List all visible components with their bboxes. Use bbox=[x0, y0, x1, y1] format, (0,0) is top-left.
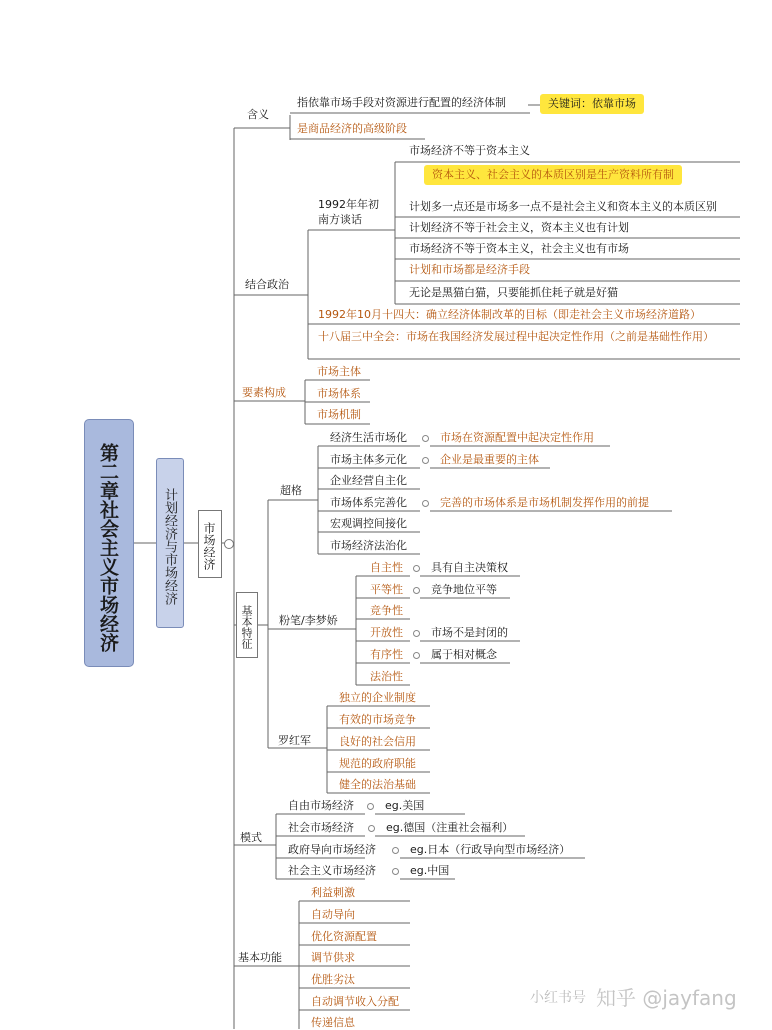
chaoge-label: 超格 bbox=[280, 484, 302, 497]
luohongjun-item-3: 良好的社会信用 bbox=[339, 735, 416, 748]
watermark-xiaohongshu: 小红书号 bbox=[530, 990, 586, 1006]
southern-tour-label: 1992年年初南方谈话 bbox=[318, 198, 379, 226]
luohongjun-label: 罗红军 bbox=[278, 734, 311, 747]
chaoge-item-1: 经济生活市场化 bbox=[330, 431, 407, 444]
root-box bbox=[198, 510, 222, 578]
zhengzhi-item-2: 十八届三中全会：市场在我国经济发展过程中起决定性作用（之前是基础性作用） bbox=[318, 330, 714, 343]
root-box-text: 市场经济 bbox=[202, 522, 216, 570]
chaoge-note-1: 市场在资源配置中起决定性作用 bbox=[440, 431, 594, 444]
moshi-item-3: 政府导向市场经济 bbox=[288, 843, 376, 856]
moshi-item-4: 社会主义市场经济 bbox=[288, 864, 376, 877]
gongneng-item-3: 优化资源配置 bbox=[311, 930, 377, 943]
chaoge-note-2: 企业是最重要的主体 bbox=[440, 453, 539, 466]
chaoge-item-3: 企业经营自主化 bbox=[330, 474, 407, 487]
chapter-title-box bbox=[84, 419, 134, 667]
chaoge-item-2: 市场主体多元化 bbox=[330, 453, 407, 466]
branch-label-zhengzhi: 结合政治 bbox=[245, 278, 289, 291]
fenbi-note-2: 竞争地位平等 bbox=[431, 583, 497, 596]
gongneng-item-1: 利益刺激 bbox=[311, 886, 355, 899]
branch-label-yaosu: 要素构成 bbox=[242, 386, 286, 399]
subtitle-text: 计划经济与市场经济 bbox=[162, 487, 177, 605]
fenbi-note-4: 属于相对概念 bbox=[431, 648, 497, 661]
southern-item-6: 计划和市场都是经济手段 bbox=[409, 263, 530, 276]
branch-label-tezheng-box bbox=[236, 592, 258, 658]
moshi-example-2: eg.德国（注重社会福利） bbox=[386, 821, 514, 834]
southern-item-7: 无论是黑猫白猫，只要能抓住耗子就是好猫 bbox=[409, 286, 618, 299]
watermark-zhihu: 知乎 @jayfang bbox=[596, 986, 737, 1010]
fenbi-note-1: 具有自主决策权 bbox=[431, 561, 508, 574]
moshi-example-1: eg.美国 bbox=[385, 799, 425, 812]
chaoge-note-3: 完善的市场体系是市场机制发挥作用的前提 bbox=[440, 496, 649, 509]
southern-item-1: 市场经济不等于资本主义 bbox=[409, 144, 530, 157]
fenbi-note-dot-4 bbox=[413, 652, 420, 659]
fenbi-note-3: 市场不是封闭的 bbox=[431, 626, 508, 639]
yaosu-item-1: 市场主体 bbox=[317, 365, 361, 378]
gongneng-item-7: 传递信息 bbox=[311, 1016, 355, 1029]
moshi-example-dot-3 bbox=[392, 847, 399, 854]
chapter-title: 第二章社会主义市场经济 bbox=[97, 442, 119, 652]
branch-label-hanyi: 含义 bbox=[247, 108, 269, 121]
moshi-example-4: eg.中国 bbox=[410, 864, 450, 877]
moshi-example-dot-2 bbox=[368, 825, 375, 832]
moshi-example-dot-1 bbox=[367, 803, 374, 810]
fenbi-note-dot-3 bbox=[413, 630, 420, 637]
fenbi-label: 粉笔/李梦娇 bbox=[279, 614, 338, 627]
fenbi-item-3: 竞争性 bbox=[370, 604, 403, 617]
chaoge-item-6: 市场经济法治化 bbox=[330, 539, 407, 552]
moshi-item-2: 社会市场经济 bbox=[288, 821, 354, 834]
fenbi-item-2: 平等性 bbox=[370, 583, 403, 596]
branch-label-moshi: 模式 bbox=[240, 831, 262, 844]
chaoge-note-dot-3 bbox=[422, 500, 429, 507]
fenbi-note-dot-1 bbox=[413, 565, 420, 572]
gongneng-item-4: 调节供求 bbox=[311, 951, 355, 964]
hanyi-item-1: 指依靠市场手段对资源进行配置的经济体制 bbox=[297, 96, 506, 109]
chaoge-item-4: 市场体系完善化 bbox=[330, 496, 407, 509]
gongneng-item-2: 自动导向 bbox=[311, 908, 355, 921]
gongneng-item-6: 自动调节收入分配 bbox=[311, 995, 399, 1008]
fenbi-note-dot-2 bbox=[413, 587, 420, 594]
branch-label-tezheng: 基本特征 bbox=[240, 605, 253, 649]
luohongjun-item-5: 健全的法治基础 bbox=[339, 778, 416, 791]
root-connector-dot bbox=[224, 539, 234, 549]
chaoge-item-5: 宏观调控间接化 bbox=[330, 517, 407, 530]
luohongjun-item-4: 规范的政府职能 bbox=[339, 757, 416, 770]
luohongjun-item-2: 有效的市场竞争 bbox=[339, 713, 416, 726]
moshi-example-3: eg.日本（行政导向型市场经济） bbox=[410, 843, 571, 856]
hanyi-item-2: 是商品经济的高级阶段 bbox=[297, 122, 407, 135]
gongneng-item-5: 优胜劣汰 bbox=[311, 973, 355, 986]
moshi-example-dot-4 bbox=[392, 868, 399, 875]
southern-item-2-highlight: 资本主义、社会主义的本质区别是生产资料所有制 bbox=[424, 165, 682, 185]
fenbi-item-5: 有序性 bbox=[370, 648, 403, 661]
subtitle-box bbox=[156, 458, 184, 628]
branch-label-gongneng: 基本功能 bbox=[238, 951, 282, 964]
fenbi-item-6: 法治性 bbox=[370, 670, 403, 683]
southern-item-3: 计划多一点还是市场多一点不是社会主义和资本主义的本质区别 bbox=[409, 200, 717, 213]
luohongjun-item-1: 独立的企业制度 bbox=[339, 691, 416, 704]
chaoge-note-dot-1 bbox=[422, 435, 429, 442]
yaosu-item-3: 市场机制 bbox=[317, 408, 361, 421]
southern-item-5: 市场经济不等于资本主义，社会主义也有市场 bbox=[409, 242, 629, 255]
fenbi-item-1: 自主性 bbox=[370, 561, 403, 574]
keyword-highlight: 关键词：依靠市场 bbox=[540, 94, 644, 114]
chaoge-note-dot-2 bbox=[422, 457, 429, 464]
zhengzhi-item-1: 1992年10月十四大：确立经济体制改革的目标（即走社会主义市场经济道路） bbox=[318, 308, 701, 321]
fenbi-item-4: 开放性 bbox=[370, 626, 403, 639]
moshi-item-1: 自由市场经济 bbox=[288, 799, 354, 812]
southern-item-4: 计划经济不等于社会主义，资本主义也有计划 bbox=[409, 221, 629, 234]
yaosu-item-2: 市场体系 bbox=[317, 387, 361, 400]
